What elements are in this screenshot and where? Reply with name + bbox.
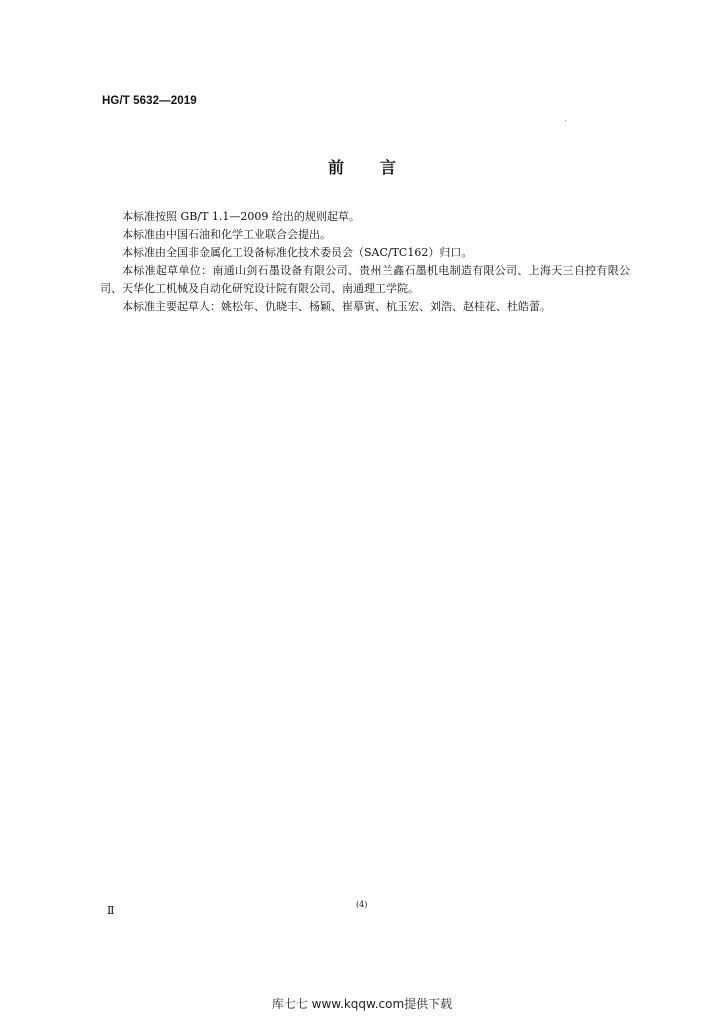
page-title	[0, 155, 724, 178]
download-watermark: 库七七 www.kqqw.com提供下载	[271, 997, 453, 1011]
foreword-body	[100, 208, 630, 316]
paragraph-drafting-rules: 本标准按照 GB/T 1.1—2009 给出的规则起草。	[122, 210, 360, 223]
page-number: (4)	[356, 900, 368, 909]
page-title-char-2: 言	[380, 158, 397, 177]
paragraph-drafters: 本标准主要起草人：姚松年、仇晓丰、杨颖、崔摹寅、杭玉宏、刘浩、赵桂花、杜皓蕾。	[122, 300, 551, 313]
paragraph-drafting-units: 本标准起草单位：南通山剑石墨设备有限公司、贵州兰鑫石墨机电制造有限公司、上海天三自控有限公司、天华化工机械及自动化研究设计院有限公司、南通理工学院。	[100, 264, 630, 295]
paragraph-proposer: 本标准由中国石油和化学工业联合会提出。	[122, 228, 331, 241]
standard-code: HG/T 5632—2019	[102, 95, 197, 107]
roman-page-numeral: Ⅱ	[107, 904, 115, 917]
page-title-char-1: 前	[327, 158, 344, 177]
paragraph-committee: 本标准由全国非金属化工设备标准化技术委员会（SAC/TC162）归口。	[122, 246, 473, 259]
scan-speck	[565, 120, 566, 121]
